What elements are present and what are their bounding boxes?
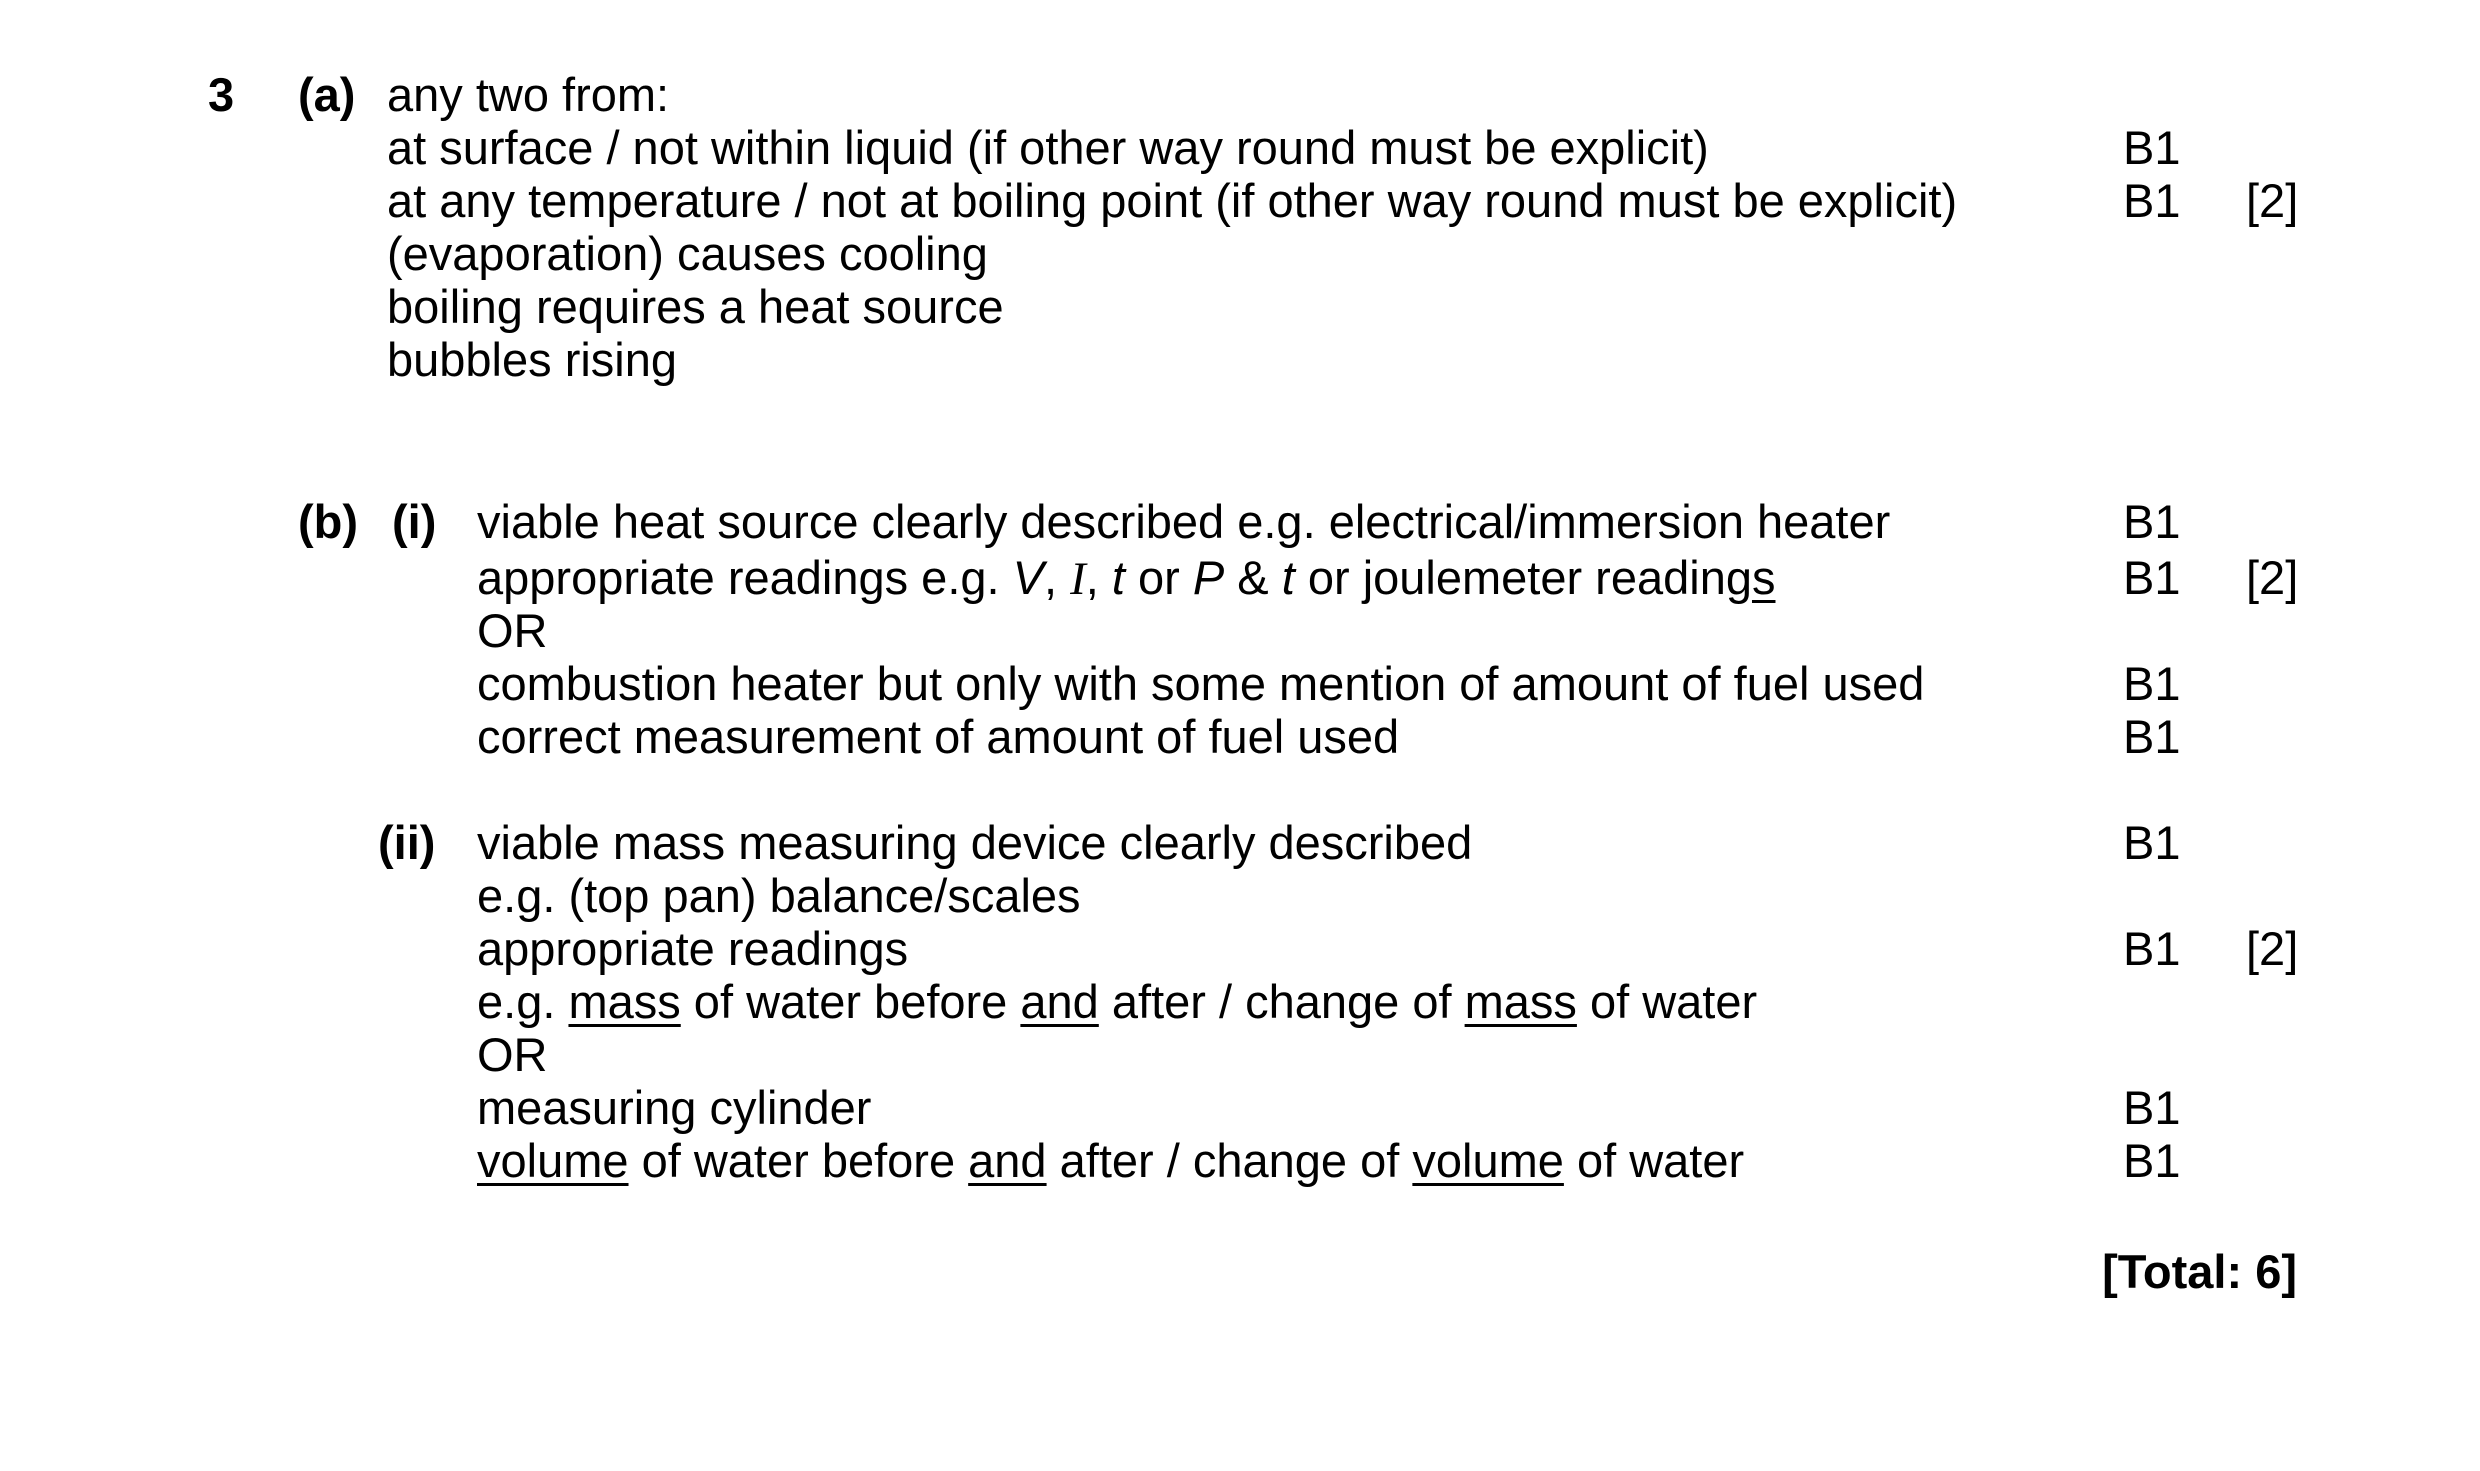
part-b-ii-line-3: appropriate readings <box>477 922 909 975</box>
part-a-line-5: bubbles rising <box>387 333 678 386</box>
part-b-i-line-2: appropriate readings e.g. V, I, t or P & t or joulemeter readings <box>477 551 1776 605</box>
part-b-ii-line-1: viable mass measuring device clearly described <box>477 816 1473 869</box>
part-b-ii-line-5: measuring cylinder <box>477 1081 872 1134</box>
part-b-i-line-1: viable heat source clearly described e.g. electrical/immersion heater <box>477 495 1891 548</box>
part-a-intro: any two from: <box>387 68 670 121</box>
part-b-ii-line-5-mark: B1 <box>2123 1081 2181 1134</box>
part-a-line-3: (evaporation) causes cooling <box>387 227 988 280</box>
part-b-i-total: [2] <box>2246 551 2299 604</box>
part-b-ii-line-3-mark: B1 <box>2123 922 2181 975</box>
part-a-line-4: boiling requires a heat source <box>387 280 1004 333</box>
part-b-i-line-3: combustion heater but only with some mention of amount of fuel used <box>477 657 1925 710</box>
part-a-line-1-mark: B1 <box>2123 121 2181 174</box>
part-a-line-2: at any temperature / not at boiling point (if other way round must be explicit) <box>387 174 1958 227</box>
question-number: 3 <box>208 68 235 121</box>
part-b-ii-line-6-mark: B1 <box>2123 1134 2181 1187</box>
part-b-ii-line-1-mark: B1 <box>2123 816 2181 869</box>
symbol-i: I <box>1070 553 1086 605</box>
part-b-ii-line-4: e.g. mass of water before and after / change of mass of water <box>477 975 1758 1028</box>
part-b-i-line-1-mark: B1 <box>2123 495 2181 548</box>
part-b-ii-total: [2] <box>2246 922 2299 975</box>
part-b-i-line-3-mark: B1 <box>2123 657 2181 710</box>
grand-total: [Total: 6] <box>2102 1245 2297 1298</box>
part-b-ii-line-6: volume of water before and after / change of volume of water <box>477 1134 1745 1187</box>
part-b-ii-label: (ii) <box>378 816 436 869</box>
part-a-line-1: at surface / not within liquid (if other way round must be explicit) <box>387 121 1709 174</box>
symbol-p: P <box>1192 551 1225 604</box>
part-b-i-or: OR <box>477 604 548 657</box>
part-b-i-line-2-mark: B1 <box>2123 551 2181 604</box>
part-b-ii-line-2: e.g. (top pan) balance/scales <box>477 869 1081 922</box>
part-b-i-line-4-mark: B1 <box>2123 710 2181 763</box>
part-b-label: (b) <box>298 495 359 548</box>
symbol-v: V <box>1012 551 1044 604</box>
part-a-total: [2] <box>2246 174 2299 227</box>
part-b-i-line-4: correct measurement of amount of fuel used <box>477 710 1400 763</box>
part-b-i-label: (i) <box>392 495 437 548</box>
part-b-ii-or: OR <box>477 1028 548 1081</box>
part-a-line-2-mark: B1 <box>2123 174 2181 227</box>
symbol-t: t <box>1281 551 1295 604</box>
part-a-label: (a) <box>298 68 356 121</box>
symbol-t: t <box>1111 551 1125 604</box>
